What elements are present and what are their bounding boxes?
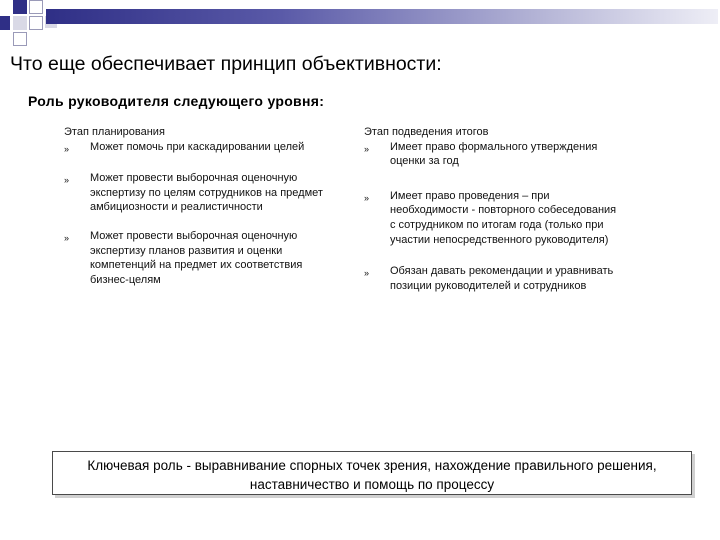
decor-square: [29, 0, 43, 14]
list-item: [364, 189, 624, 247]
list-item: [64, 140, 334, 155]
decor-square: [13, 32, 27, 46]
bullet-icon: »: [364, 268, 370, 279]
decor-square: [13, 16, 27, 30]
list-item: [64, 229, 334, 287]
key-role-text: - выравнивание спорных точек зрения, нахождение правильного решения, наставничество и помощь по процессу: [186, 458, 657, 492]
list-item-text: Может помочь при каскадировании целей: [90, 140, 305, 153]
list-item-text: Может провести выборочная оценочную экспертизу планов развития и оценки компетенций на предмет их соответствия бизнес-целям: [90, 229, 303, 286]
list-item-text: Может провести выборочная оценочную экспертизу по целям сотрудников на предмет амбициозности и реалистичности: [90, 172, 323, 214]
stage-heading-planning: Этап планирования: [64, 126, 165, 138]
bullet-icon: »: [64, 175, 70, 186]
list-item: [364, 264, 624, 293]
key-role-label: Ключевая роль: [87, 458, 183, 473]
decor-square: [13, 0, 27, 14]
header-gradient-bar: [46, 9, 718, 24]
list-item: [64, 171, 334, 215]
bullet-icon: »: [64, 232, 70, 243]
bullet-icon: »: [364, 192, 370, 203]
list-item-text: Имеет право формального утверждения оценки за год: [390, 140, 598, 168]
key-role-box: [52, 451, 692, 495]
decor-square: [29, 16, 43, 30]
slide-subtitle: Роль руководителя следующего уровня:: [28, 93, 325, 109]
results-column: [364, 125, 624, 293]
stage-heading-results: Этап подведения итогов: [364, 126, 489, 138]
planning-column: [64, 125, 334, 287]
slide-title: Что еще обеспечивает принцип объективности:: [10, 53, 442, 75]
decor-square: [0, 16, 10, 30]
bullet-icon: »: [364, 143, 370, 154]
list-item-text: Обязан давать рекомендации и уравнивать позиции руководителей и сотрудников: [390, 265, 614, 292]
bullet-icon: »: [64, 143, 70, 154]
list-item: [364, 140, 624, 169]
list-item-text: Имеет право проведения – при необходимости - повторного собеседования с сотрудником по итогам года (только при участии непосредственного руководителя): [390, 189, 617, 246]
